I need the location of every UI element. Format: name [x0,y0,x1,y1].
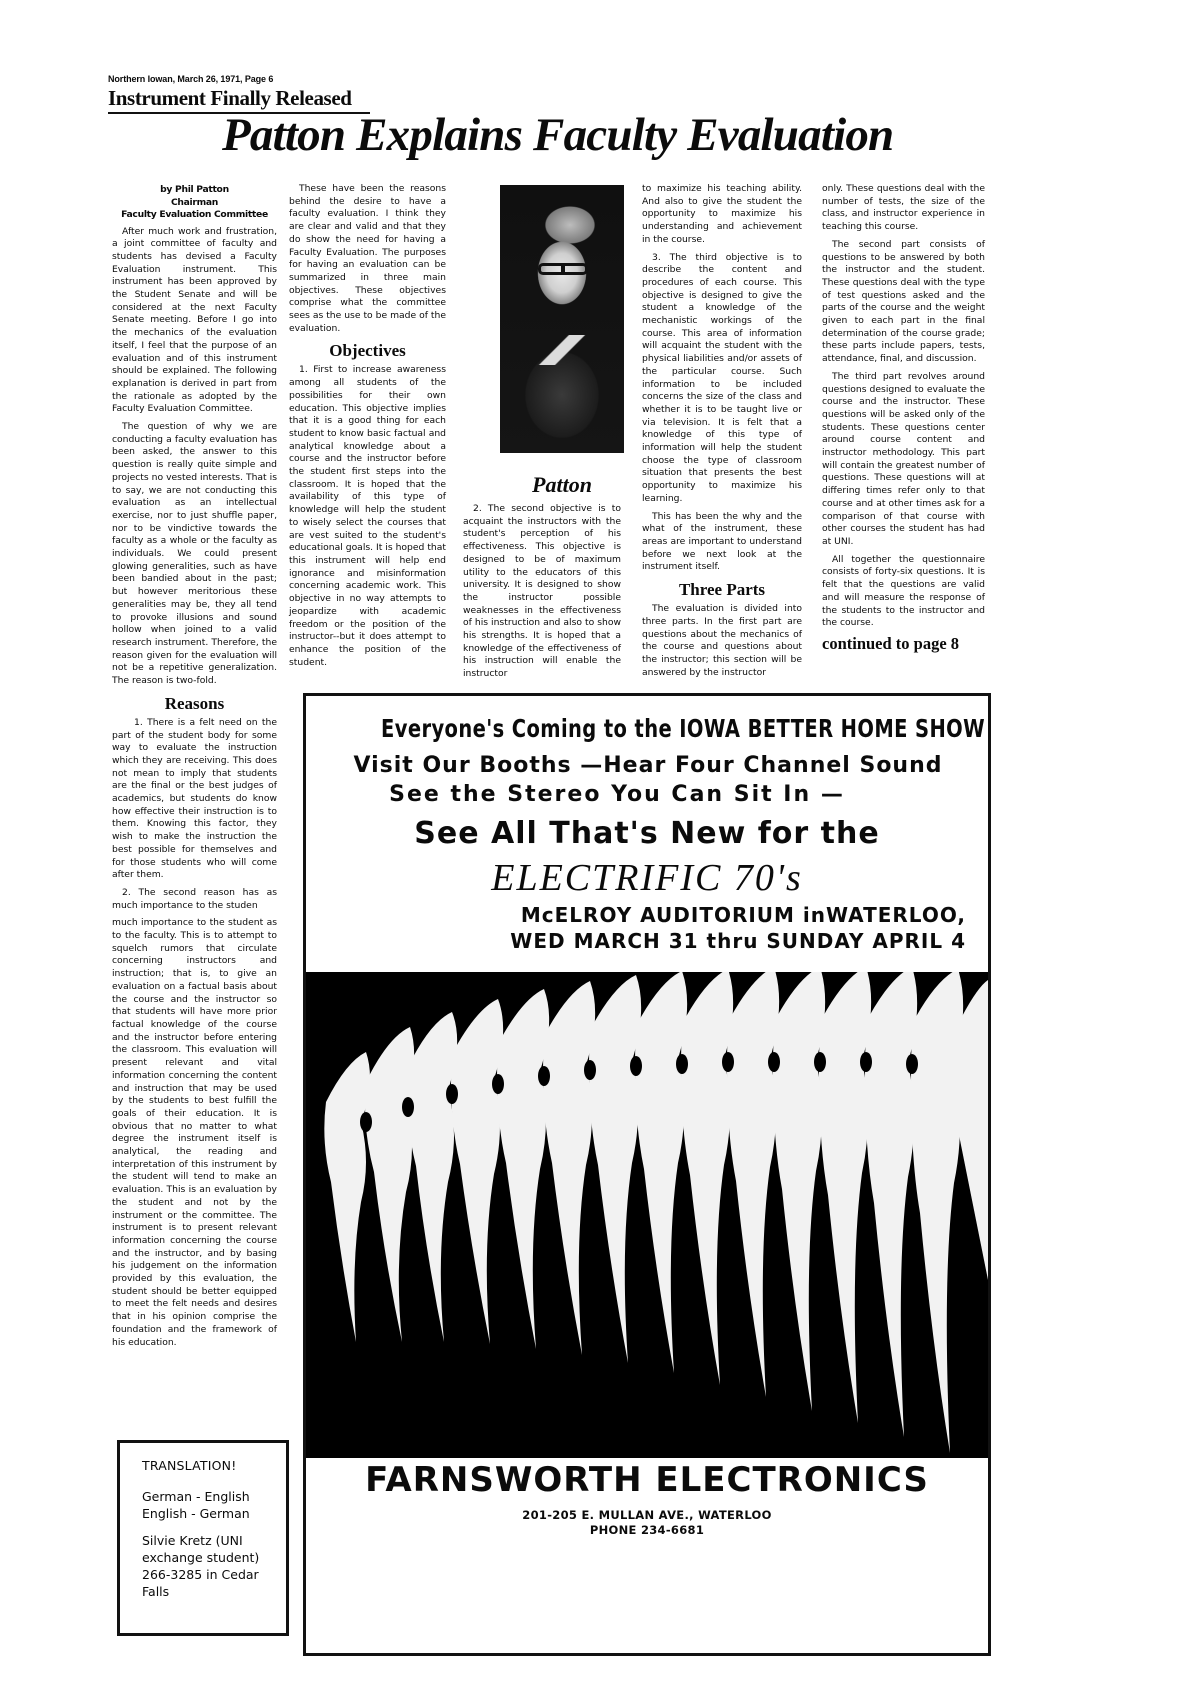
paragraph: 1. There is a felt need on the part of the student body for some way to evaluate the instruction which they are receiving. This does not mean to imply that students are the final or the best judges of academics, but students do know how effective their instruction is to them. Knowing this factor, they wish to make the instruction the best possible for themselves and for those students who will come after them. [112,716,277,881]
author-photo [500,185,624,453]
paragraph: to maximize his teaching ability. And also to give the student the opportunity to maximize his understanding and achievement in the course. [642,183,802,245]
translation-contact-2: exchange student) [142,1550,260,1565]
ad-address [306,1508,988,1538]
article-column-4 [642,183,802,684]
paragraph: 2. The second reason has as much importance to the studen [112,886,277,911]
paragraph: After much work and frustration, a joint committee of faculty and students has devised a Faculty Evaluation instrument. This instrument has been approved by the Student Senate and will be considered at the next Faculty Senate meeting. Before I go into the mechanics of the evaluation itself, I feel that the purpose of an evaluation and of this instrument should be explained. The following explanation is derived in part from the rationale as adopted by the Faculty Evaluation Committee. [112,225,277,415]
ad-headline: Everyone's Coming to the IOWA BETTER HOME SHOW [381,714,986,743]
byline [112,184,277,222]
article-column-5 [822,183,985,653]
main-headline: Patton Explains Faculty Evaluation [222,109,894,161]
paragraph: much importance to the student as to the faculty. This is to attempt to squelch rumors that circulate concerning instructors and instruction; that is, to give an evaluation on a factual basis about the course and the instructor so that students will have more prior factual knowledge of the course and the instructor before entering the classroom. This evaluation will present relevant and vital information concerning the content and instruction that may be used by the students to best fulfill the goals of their education. It is obvious that no matter to what degree the instrument itself is analytical, the reading and interpretation of this instrument by the student will tend to make an evaluation. This is an evaluation by the student and not by the instrument or the committee. The instrument is to present relevant information concerning the course and the instructor, and by basing his judgement on the information provided by this evaluation, the student should be better equipped to meet the felt needs and desires that in his opinion comprise the foundation and the framework of his education. [112,917,277,1348]
paragraph: The evaluation is divided into three parts. In the first part are questions about the mechanics of the course and questions about the instructor; this section will be answered by the instructor [642,603,802,678]
translation-contact-1: Silvie Kretz (UNI [142,1533,243,1548]
subhead-three-parts: Three Parts [678,580,766,600]
ad-line-venue: McELROY AUDITORIUM inWATERLOO, [520,903,966,927]
kicker-headline: Instrument Finally Released [108,86,370,114]
spacer [142,1522,268,1532]
paragraph: 3. The third objective is to describe the content and procedures of each course. This objective is designed to give the student a knowledge of the mechanistic workings of the course. This area of information will acquaint the student with the physical liabilities and/or assets of the particular course. Such information to be included concerns the size of the class and whether it is to be taught live or via television. It is felt that a knowledge of this type of information will help the student choose the type of classroom situation that presents the best opportunity to maximize his learning. [642,251,802,504]
translation-contact-4: Falls [142,1584,170,1599]
ad-line-new: See All That's New for the [414,816,880,851]
ad-phone: PHONE 234-6681 [589,1523,705,1537]
article-column-2 [289,183,446,674]
translation-service-1: German - English [142,1489,250,1504]
photo-collar-detail [532,335,592,365]
subhead-objectives: Objectives [329,341,406,361]
ad-line-dates: WED MARCH 31 thru SUNDAY APRIL 4 [510,929,966,953]
ad-line-booths: Visit Our Booths —Hear Four Channel Sound [353,753,943,778]
translation-contact-3: 266-3285 in Cedar [142,1567,259,1582]
paragraph: The question of why we are conducting a faculty evaluation has been asked, the answer to this question is really quite simple and projects no vested interests. That is to say, we are not conducting this evaluation as an intellectual exercise, nor to just shuffle paper, nor to be vindictive towards the faculty as a whole or the faculty as individuals. We could present glowing generalities, such as have been bandied about in the past; but however meritorious these generalities may be, they all tend to provoke illusions and sound hollow when joined to a valid research instrument. Therefore, the reason given for the evaluation will not be a repetitive generalization. The reason is two-fold. [112,421,277,687]
continued-link[interactable]: continued to page 8 [822,633,960,653]
translation-classified-ad [117,1440,289,1636]
photo-glasses-detail [538,263,588,275]
paragraph: 1. First to increase awareness among all students of the possibilities for their own education. This objective implies that it is a good thing for each student to know basic factual and analytical knowledge about a course and the instructor before the student first steps into the classroom. It is hoped that the availability of this type of knowledge will help the student to wisely select the courses that are vest suited to the student's educational goals. It is hoped that this instrument will help end ignorance and misinformation concerning academic work. This objective in no way attempts to jeopardize with academic freedom or the position of the instructor--but it does attempt to enhance the position of the student. [289,364,446,668]
article-column-1 [112,184,277,1354]
paragraph: 2. The second objective is to acquaint the instructors with the student's perception of his effectiveness. This objective is designed to be of maximum utility to the educators of this university. It is designed to show the instructor possible weaknesses in the effectiveness of his instruction and also to show his strengths. It is hoped that a knowledge of the effectiveness of his instruction will enable the instructor [463,503,621,680]
translation-heading: TRANSLATION! [142,1458,237,1473]
paragraph: only. These questions deal with the number of tests, the size of the class, and instructor experience in teaching this course. [822,183,985,233]
byline-title: Chairman [170,196,219,208]
translation-service-2: English - German [142,1506,250,1521]
paragraph: The second part consists of questions to be answered by both the instructor and the student. These questions deal with the type of test questions asked and the parts of the course and the weight given to each part in the final determination of the course grade; these parts include papers, tests, attendance, final, and discussion. [822,238,985,365]
photo-caption: Patton [532,472,592,497]
paragraph: These have been the reasons behind the desire to have a faculty evaluation. I think they are clear and valid and that they do show the need for having a Faculty Evaluation. The purposes for having an evaluation can be summarized in three main objectives. These objectives comprise what the committee sees as the use to be made of the evaluation. [289,183,446,334]
ad-line-stereo: See the Stereo You Can Sit In — [389,782,845,807]
paragraph: All together the questionnaire consists of forty-six questions. It is felt that the questions are valid and will measure the response of the students to the instructor and the course. [822,553,985,629]
ad-brand-name: FARNSWORTH ELECTRONICS [365,1460,929,1500]
paragraph: This has been the why and the what of the instrument, these areas are important to understand before we next look at the instrument itself. [642,510,802,573]
byline-author: by Phil Patton [160,184,229,195]
byline-committee: Faculty Evaluation Committee [121,209,268,220]
ad-silhouettes-image [306,972,988,1458]
farnsworth-electronics-ad [303,693,991,1656]
subhead-reasons: Reasons [164,693,225,713]
ad-line-electrific: ELECTRIFIC 70's [491,857,803,899]
article-column-3 [463,503,621,686]
paragraph: The third part revolves around questions designed to evaluate the course and the instructor. These questions will be asked only of the students. These questions center around course content and instructor methodology. This part will contain the greatest number of questions. These questions will at differing times refer only to that course and at other times ask for a comparison of that course with other courses the student has had at UNI. [822,370,985,547]
dateline: Northern Iowan, March 26, 1971, Page 6 [108,74,274,84]
ad-street-address: 201-205 E. MULLAN AVE., WATERLOO [522,1508,772,1522]
